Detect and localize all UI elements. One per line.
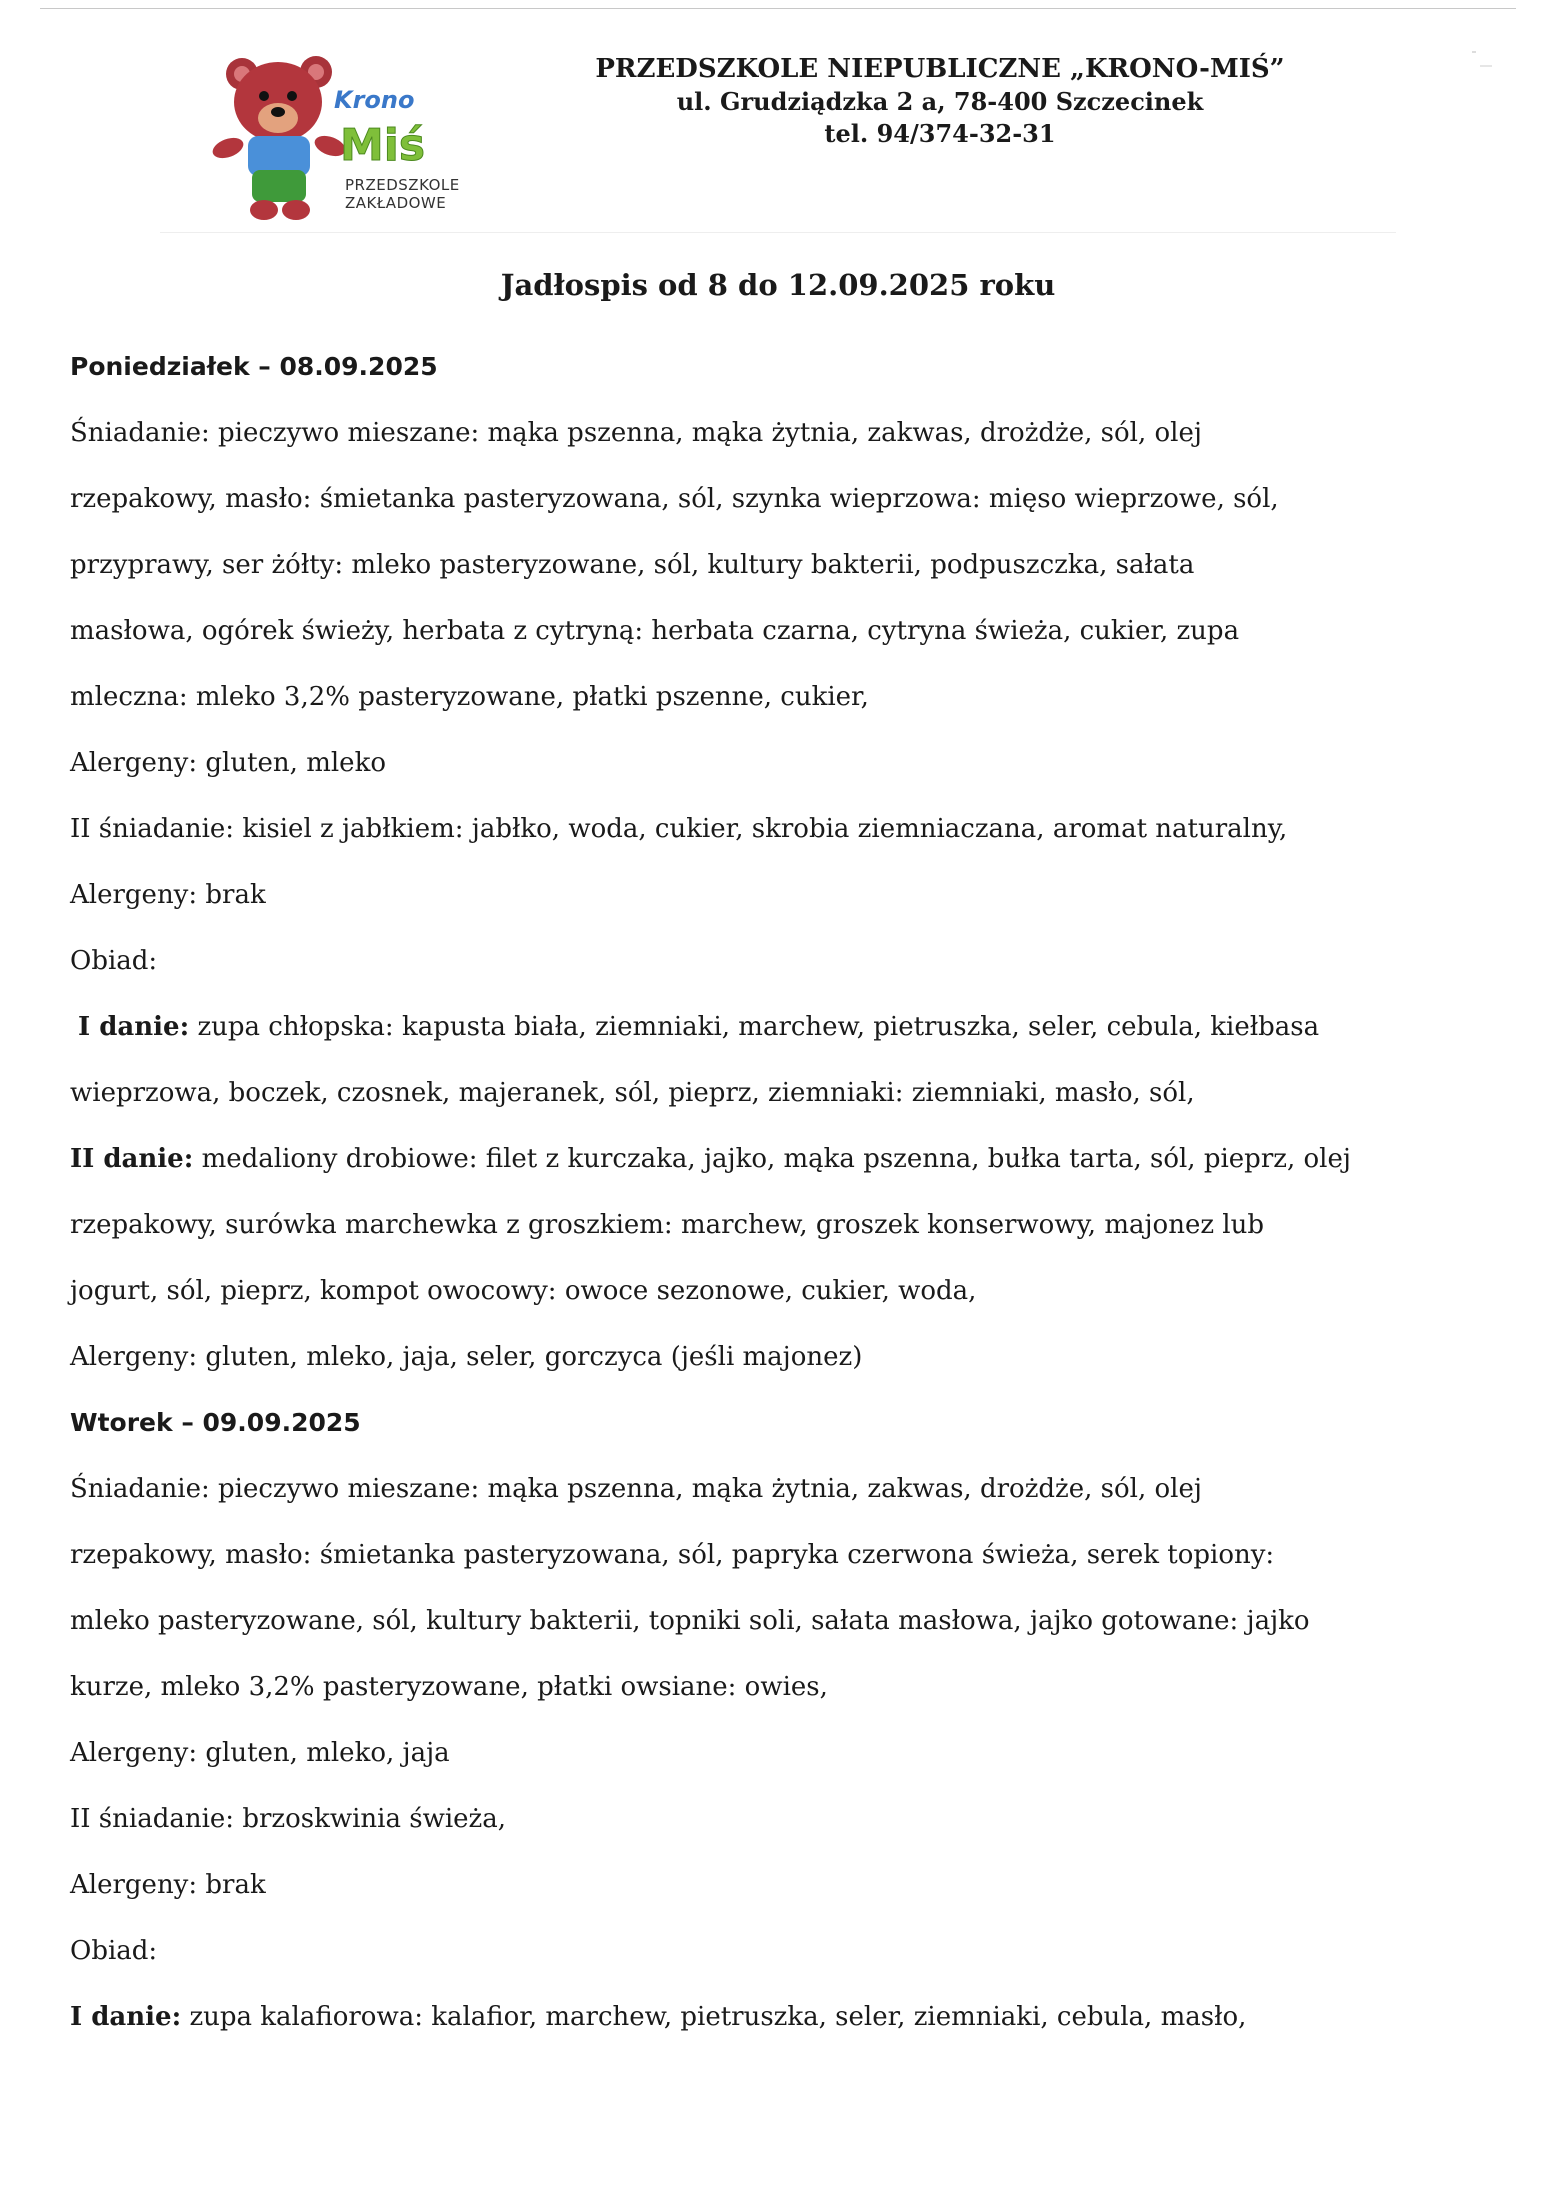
school-address: ul. Grudziądzka 2 a, 78-400 Szczecinek — [676, 87, 1204, 116]
second-course-label: II danie: — [70, 1144, 194, 1174]
menu-content — [70, 334, 1430, 2050]
allergens-line: Alergeny: gluten, mleko — [70, 748, 386, 778]
text-line: mleczna: mleko 3,2% pasteryzowane, płatki pszenne, cukier, — [70, 682, 869, 712]
allergens-line: Alergeny: brak — [70, 880, 266, 910]
first-course-line — [70, 994, 1430, 1060]
allergens-line: Alergeny: brak — [70, 1870, 266, 1900]
lunch-label: Obiad: — [70, 1936, 158, 1966]
school-header — [560, 52, 1320, 150]
day-heading-monday: Poniedziałek – 08.09.2025 — [70, 352, 438, 381]
text-line: rzepakowy, masło: śmietanka pasteryzowana, sól, papryka czerwona świeża, serek topiony: — [70, 1540, 1275, 1570]
first-course-text: zupa chłopska: kapusta biała, ziemniaki, marchew, pietruszka, seler, cebula, kiełbasa — [197, 1012, 1320, 1042]
text-line: rzepakowy, masło: śmietanka pasteryzowana, sól, szynka wieprzowa: mięso wieprzowe, sól, — [70, 484, 1279, 514]
text-line: kurze, mleko 3,2% pasteryzowane, płatki owsiane: owies, — [70, 1672, 828, 1702]
text-line: masłowa, ogórek świeży, herbata z cytryną: herbata czarna, cytryna świeża, cukier, zupa — [70, 616, 1240, 646]
second-breakfast-line: II śniadanie: brzoskwinia świeża, — [70, 1804, 507, 1834]
logo-subtitle-line1: PRZEDSZKOLE — [345, 176, 460, 194]
allergens-line: Alergeny: gluten, mleko, jaja — [70, 1738, 450, 1768]
header-divider — [160, 232, 1396, 233]
second-course-text: medaliony drobiowe: filet z kurczaka, jajko, mąka pszenna, bułka tarta, sól, pieprz, olej — [201, 1144, 1351, 1174]
scan-mark-icon — [1466, 44, 1496, 74]
logo-brand-top: Krono — [334, 86, 415, 114]
school-phone: tel. 94/374-32-31 — [824, 119, 1056, 148]
text-line: jogurt, sól, pieprz, kompot owocowy: owoce sezonowe, cukier, woda, — [70, 1276, 977, 1306]
logo-subtitle — [345, 176, 460, 212]
lunch-label: Obiad: — [70, 946, 158, 976]
first-course-label: I danie: — [78, 1012, 190, 1042]
first-course-text: zupa kalafiorowa: kalafior, marchew, pietruszka, seler, ziemniaki, cebula, masło, — [189, 2002, 1247, 2032]
text-line: mleko pasteryzowane, sól, kultury bakterii, topniki soli, sałata masłowa, jajko gotowane: jajko — [70, 1606, 1310, 1636]
text-line: wieprzowa, boczek, czosnek, majeranek, sól, pieprz, ziemniaki: ziemniaki, masło, sól, — [70, 1078, 1195, 1108]
text-line: Śniadanie: pieczywo mieszane: mąka pszenna, mąka żytnia, zakwas, drożdże, sól, olej — [70, 418, 1202, 448]
first-course-line — [70, 1984, 1430, 2050]
second-breakfast-line: II śniadanie: kisiel z jabłkiem: jabłko, woda, cukier, skrobia ziemniaczana, aromat naturalny, — [70, 814, 1288, 844]
allergens-line: Alergeny: gluten, mleko, jaja, seler, gorczyca (jeśli majonez) — [70, 1342, 863, 1372]
text-line: przyprawy, ser żółty: mleko pasteryzowane, sól, kultury bakterii, podpuszczka, sałata — [70, 550, 1195, 580]
menu-title: Jadłospis od 8 do 12.09.2025 roku — [500, 268, 1056, 302]
scan-top-edge — [40, 8, 1516, 9]
second-course-line — [70, 1126, 1430, 1192]
logo-subtitle-line2: ZAKŁADOWE — [345, 194, 447, 212]
first-course-label: I danie: — [70, 2002, 182, 2032]
logo-brand-bottom: Miś — [340, 120, 426, 171]
school-name: PRZEDSZKOLE NIEPUBLICZNE „KRONO-MIŚ” — [595, 54, 1285, 84]
text-line: rzepakowy, surówka marchewka z groszkiem: marchew, groszek konserwowy, majonez lub — [70, 1210, 1265, 1240]
text-line: Śniadanie: pieczywo mieszane: mąka pszenna, mąka żytnia, zakwas, drożdże, sól, olej — [70, 1474, 1202, 1504]
day-heading-tuesday: Wtorek – 09.09.2025 — [70, 1408, 361, 1437]
